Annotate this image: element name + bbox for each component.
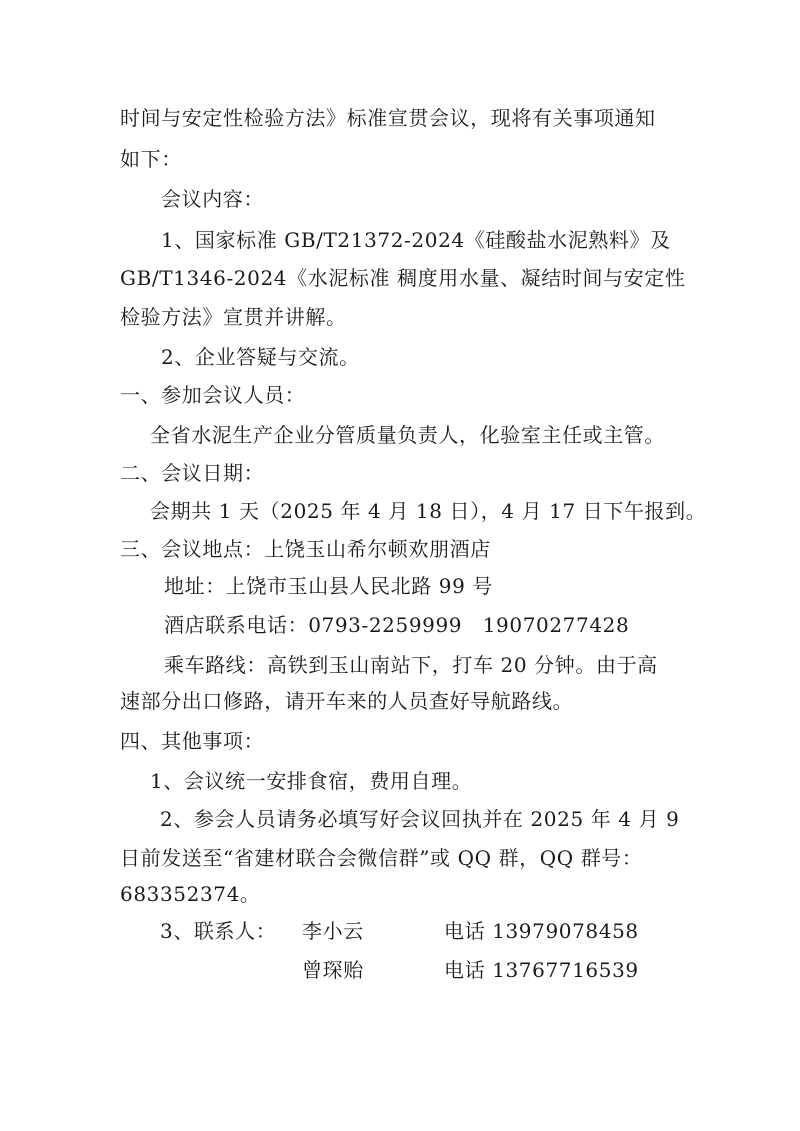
content-item-2: 2、企业答疑与交流。 (161, 345, 360, 369)
contact-phone-2: 电话 13767716539 (444, 958, 639, 982)
intro-line-1: 时间与安定性检验方法》标准宣贯会议，现将有关事项通知 (120, 106, 656, 130)
content-item-1-line-1: 1、国家标准 GB/T21372-2024《硅酸盐水泥熟料》及 (161, 228, 671, 252)
other-item-1: 1、会议统一安排食宿，费用自理。 (150, 769, 473, 793)
contact-name-1: 李小云 (302, 919, 364, 943)
contact-phone-1: 电话 13979078458 (444, 919, 639, 943)
venue-heading: 三、会议地点：上饶玉山希尔顿欢朋酒店 (120, 537, 491, 561)
contact-label: 3、联系人： (160, 919, 277, 943)
date-heading: 二、会议日期： (120, 461, 265, 485)
intro-line-2: 如下： (120, 147, 182, 171)
attendees-text: 全省水泥生产企业分管质量负责人，化验室主任或主管。 (150, 423, 665, 447)
venue-route-line-2: 速部分出口修路，请开车来的人员查好导航路线。 (120, 689, 574, 713)
venue-address: 地址：上饶市玉山县人民北路 99 号 (164, 574, 493, 598)
content-item-1-line-2: GB/T1346-2024《水泥标准 稠度用水量、凝结时间与安定性 (120, 266, 686, 290)
other-item-2-line-1: 2、参会人员请务必填写好会议回执并在 2025 年 4 月 9 (160, 807, 680, 831)
other-item-2-line-3: 683352374。 (120, 882, 261, 906)
venue-phone: 酒店联系电话：0793-2259999 19070277428 (164, 613, 630, 637)
content-heading: 会议内容： (161, 187, 264, 211)
contact-name-2: 曾琛贻 (302, 958, 364, 982)
date-text: 会期共 1 天（2025 年 4 月 18 日），4 月 17 日下午报到。 (150, 499, 707, 523)
other-heading: 四、其他事项： (120, 729, 265, 753)
attendees-heading: 一、参加会议人员： (120, 383, 306, 407)
content-item-1-line-3: 检验方法》宣贯并讲解。 (120, 305, 347, 329)
other-item-2-line-2: 日前发送至“省建材联合会微信群”或 QQ 群，QQ 群号： (120, 846, 643, 870)
venue-route-line-1: 乘车路线：高铁到玉山南站下，打车 20 分钟。由于高 (164, 653, 658, 677)
